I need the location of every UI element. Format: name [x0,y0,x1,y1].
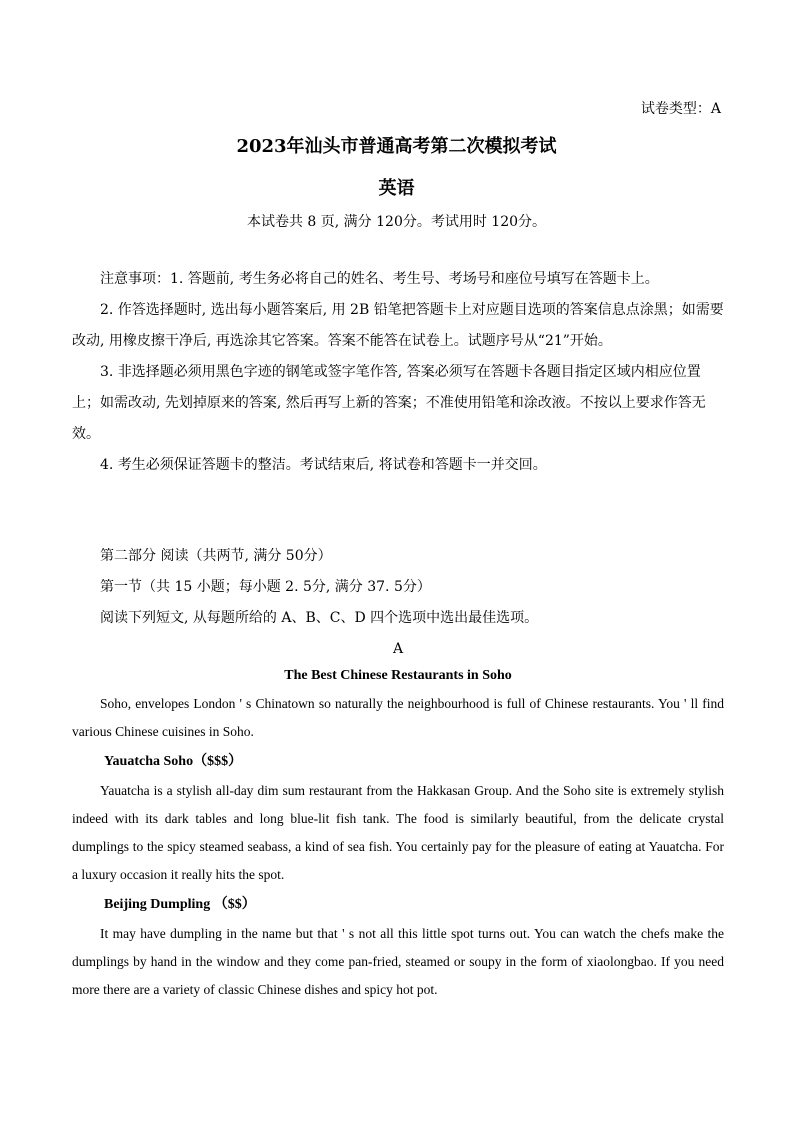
notice-item: 4. 考生必须保证答题卡的整洁。考试结束后, 将试卷和答题卡一并交回。 [100,457,547,473]
notice-item: 注意事项：1. 答题前, 考生务必将自己的姓名、考生号、考场号和座位号填写在答题卡上。 [100,271,659,287]
passage-label: A [392,641,404,657]
part-heading: 第二部分 阅读（共两节, 满分 50分） [100,548,332,564]
exam-info: 本试卷共 8 页, 满分 120分。考试用时 120分。 [246,214,547,230]
reading-section-header [72,541,724,665]
instruction-text: 阅读下列短文, 从每题所给的 A、B、C、D 四个选项中选出最佳选项。 [100,610,539,626]
passage-title: The Best Chinese Restaurants in Soho [284,668,512,683]
restaurant-description: Yauatcha is a stylish all-day dim sum restaurant from the Hakkasan Group. And the Soho site is extremely stylish indeed with its dark tables and long blue-lit fish tank. The food is similarly beautiful, from the delicate crystal dumplings to the spicy steamed seabass, a kind of sea fish. You certainly pay for the pleasure of eating at Yauatcha. For a luxury occasion it really hits the spot. [72,783,724,882]
subject-title: 英语 [378,178,415,199]
restaurant-name: Yauatcha Soho（$$$） [104,754,243,769]
notice-item: 2. 作答选择题时, 选出每小题答案后, 用 2B 铅笔把答题卡上对应题目选项的答案信息点涂黑；如需要改动, 用橡皮擦干净后, 再选涂其它答案。答案不能答在试卷上。试题序号从“21”开始。 [72,302,724,349]
paper-type-label: 试卷类型：A [640,101,721,117]
notice-section [72,264,724,481]
subsection-heading: 第一节（共 15 小题；每小题 2. 5分, 满分 37. 5分） [100,579,431,595]
exam-title: 2023年汕头市普通高考第二次模拟考试 [236,136,557,157]
notice-item: 3. 非选择题必须用黑色字迹的钢笔或签字笔作答, 答案必须写在答题卡各题目指定区域内相应位置上；如需改动, 先划掉原来的答案, 然后再写上新的答案；不准使用铅笔和涂改液。不按以上要求作答无效。 [72,364,706,442]
restaurant-description: It may have dumpling in the name but that ' s not all this little spot turns out. You can watch the chefs make the dumplings by hand in the window and they come pan-fried, steamed or soupy in the form of xiaolongbao. If you need more there are a variety of classic Chinese dishes and spicy hot pot. [72,926,724,997]
passage-a [72,662,724,1004]
passage-intro: Soho, envelopes London ' s Chinatown so naturally the neighbourhood is full of Chinese restaurants. You ' ll find various Chinese cuisines in Soho. [72,696,724,739]
restaurant-name: Beijing Dumpling （$$） [104,897,256,912]
